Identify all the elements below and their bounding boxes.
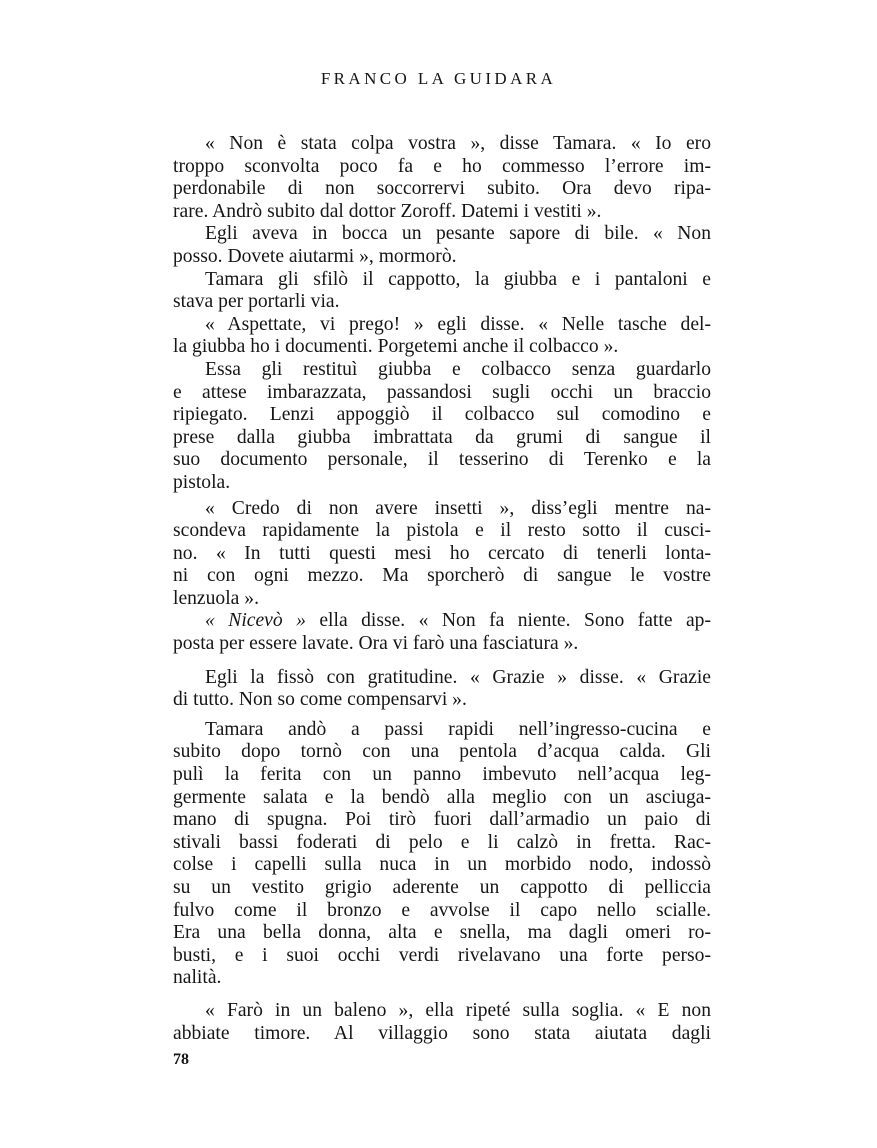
- text-line: germente salata e la bendò alla meglio con un asciuga-: [173, 786, 711, 808]
- text-line: « Credo di non avere insetti », diss’egli mentre na-: [205, 497, 711, 519]
- text-line: Egli la fissò con gratitudine. « Grazie » disse. « Grazie: [205, 666, 711, 688]
- text-line: mano di spugna. Poi tirò fuori dall’armadio un paio di: [173, 809, 711, 831]
- body-text: [173, 133, 711, 1045]
- text-line: posso. Dovete aiutarmi », mormorò.: [173, 245, 457, 267]
- text-line: Tamara gli sfilò il cappotto, la giubba e i pantaloni e: [205, 268, 711, 290]
- text-line-rest: ella disse. « Non fa niente. Sono fatte ap-: [305, 610, 711, 632]
- text-line: stivali bassi foderati di pelo e li calzò in fretta. Rac-: [173, 831, 711, 853]
- text-line: stava per portarli via.: [173, 291, 340, 313]
- text-line: e attese imbarazzata, passandosi sugli occhi un braccio: [173, 381, 711, 403]
- text-line: rare. Andrò subito dal dottor Zoroff. Datemi i vestiti ».: [173, 200, 602, 222]
- italic-word: « Nicevò »: [205, 610, 306, 632]
- text-line: abbiate timore. Al villaggio sono stata aiutata dagli: [173, 1022, 711, 1044]
- running-title: FRANCO LA GUIDARA: [320, 69, 557, 88]
- text-line: no. « In tutti questi mesi ho cercato di tenerli lonta-: [173, 542, 711, 564]
- text-line: colse i capelli sulla nuca in un morbido nodo, indossò: [173, 854, 711, 876]
- text-line: nalità.: [173, 967, 222, 989]
- text-line: di tutto. Non so come compensarvi ».: [173, 689, 467, 711]
- text-line: suo documento personale, il tesserino di Terenko e la: [173, 449, 711, 471]
- text-line: su un vestito grigio aderente un cappotto di pelliccia: [173, 877, 711, 898]
- text-line: posta per essere lavate. Ora vi farò una fasciatura ».: [173, 633, 579, 655]
- text-line: ripiegato. Lenzi appoggiò il colbacco sul comodino e: [173, 404, 711, 426]
- text-line: Egli aveva in bocca un pesante sapore di bile. « Non: [205, 223, 711, 245]
- text-line: pistola.: [173, 471, 231, 493]
- text-line: ni con ogni mezzo. Ma sporcherò di sangue le vostre: [173, 565, 711, 587]
- text-line: fulvo come il bronzo e avvolse il capo nello scialle.: [173, 899, 711, 921]
- text-line: scondeva rapidamente la pistola e il resto sotto il cusci-: [173, 520, 711, 542]
- text-line: busti, e i suoi occhi verdi rivelavano una forte perso-: [173, 944, 711, 966]
- text-line: [173, 610, 711, 633]
- text-line: pulì la ferita con un panno imbevuto nell’acqua leg-: [173, 764, 711, 786]
- text-line: Era una bella donna, alta e snella, ma dagli omeri ro-: [173, 922, 711, 944]
- text-line: troppo sconvolta poco fa e ho commesso l’errore im-: [173, 155, 711, 177]
- text-line: subito dopo tornò con una pentola d’acqua calda. Gli: [173, 741, 711, 763]
- text-line: la giubba ho i documenti. Porgetemi anche il colbacco ».: [173, 336, 619, 358]
- text-line: lenzuola ».: [173, 587, 259, 609]
- text-line: Tamara andò a passi rapidi nell’ingresso-cucina e: [205, 718, 711, 740]
- text-line: prese dalla giubba imbrattata da grumi di sangue il: [173, 426, 711, 448]
- page-number: 78: [173, 1051, 189, 1068]
- text-line: Essa gli restituì giubba e colbacco senza guardarlo: [205, 358, 711, 380]
- text-line: perdonabile di non soccorrervi subito. Ora devo ripa-: [173, 178, 711, 200]
- text-line: « Farò in un baleno », ella ripeté sulla soglia. « E non: [205, 999, 711, 1021]
- text-line: « Aspettate, vi prego! » egli disse. « Nelle tasche del-: [205, 313, 711, 335]
- text-line: « Non è stata colpa vostra », disse Tamara. « Io ero: [205, 133, 711, 154]
